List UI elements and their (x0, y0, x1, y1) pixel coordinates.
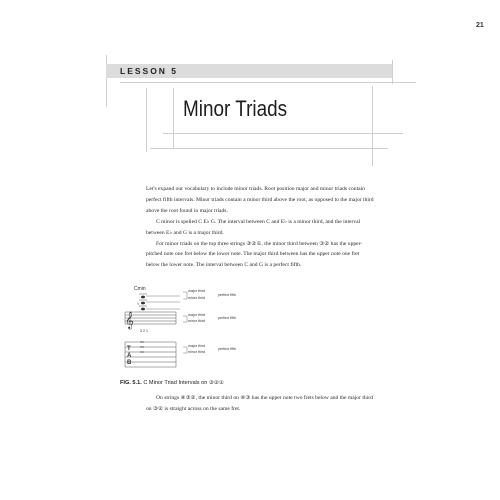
major-third-label: major third (188, 289, 205, 293)
major-third-label: major third (188, 313, 205, 317)
decorative-rule (106, 55, 107, 107)
tab-clef-b: B (127, 360, 132, 366)
caption-label: FIG. 5.1. (120, 380, 142, 386)
decorative-rule (163, 133, 403, 134)
chord-notes (141, 296, 145, 311)
minor-third-label: minor third (188, 350, 205, 354)
decorative-rule (372, 86, 373, 166)
tab-clef-a: A (127, 353, 132, 359)
figure-caption (120, 380, 224, 386)
body-text-block-2 (146, 393, 374, 415)
chapter-title: Minor Triads (183, 96, 288, 121)
lesson-label: LESSON 5 (120, 66, 179, 76)
page-number: 21 (476, 22, 484, 29)
tab-clef-t: T (127, 346, 131, 352)
tab-staff (125, 342, 176, 367)
treble-clef-icon: 𝄞 (125, 312, 134, 329)
major-third-label: major third (188, 344, 205, 348)
fingering: 3 2 1 (140, 329, 148, 333)
paragraph: On strings ④③②, the minor third on ④③ has the upper note two frets below and the major third on ③② is straight across on the same fret. (146, 395, 373, 412)
decorative-rule (392, 60, 393, 84)
tab-fret-marks (140, 342, 144, 352)
interval-brackets (146, 292, 187, 353)
minor-third-label: minor third (188, 296, 205, 300)
decorative-rule (120, 82, 416, 83)
chord-name: Cmin (134, 286, 146, 292)
flat-sign: ♭ (137, 301, 140, 307)
caption-text: C Minor Triad Intervals on ③②① (143, 380, 224, 386)
decorative-rule (173, 88, 174, 148)
paragraph: C minor is spelled C E♭ G. The interval between C and E♭ is a minor third, and the interval between E♭ and G is a major third. (146, 218, 361, 236)
perfect-fifth-label: perfect fifth (218, 293, 236, 297)
body-text-block (146, 184, 374, 271)
minor-third-label: minor third (188, 319, 205, 323)
perfect-fifth-label: perfect fifth (218, 347, 236, 351)
decorative-rule (146, 88, 147, 152)
figure-notation (120, 284, 290, 376)
paragraph: For minor triads on the top three strings ③②①, the minor third between ③② has the upper-pitched note one fret below the lower note. The major third between has the upper note one fret below the lower note. The interval between C and G is a perfect fifth. (146, 240, 363, 269)
perfect-fifth-label: perfect fifth (218, 316, 236, 320)
paragraph: Let's expand our vocabulary to include minor triads. Root position major and minor triads contain perfect fifth intervals. Minor triads contain a minor third above the root, as opposed to the major third above the root found in major triads. (146, 186, 374, 214)
decorative-rule (150, 148, 388, 149)
